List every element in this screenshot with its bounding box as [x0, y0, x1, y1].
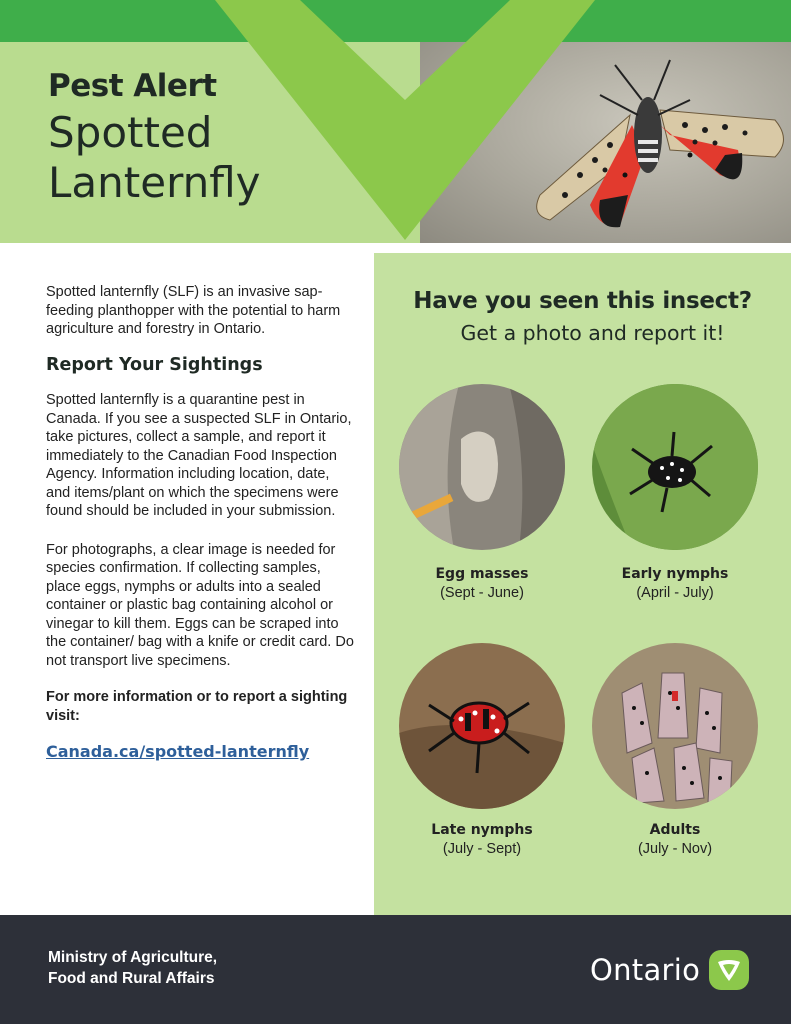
- intro-paragraph: Spotted lanternfly (SLF) is an invasive sap-feeding planthopper with the potential to harm agriculture and forestry in Ontario.: [46, 284, 341, 337]
- pest-alert-kicker: Pest Alert: [48, 68, 217, 104]
- ministry-name: [48, 947, 217, 989]
- ministry-line-2: Food and Rural Affairs: [48, 970, 215, 987]
- panel-title: Have you seen this insect?: [413, 288, 752, 314]
- footer: [0, 915, 791, 1024]
- stage-name: Early nymphs: [621, 566, 729, 582]
- ministry-line-1: Ministry of Agriculture,: [48, 949, 218, 966]
- panel-subtitle: Get a photo and report it!: [460, 321, 725, 345]
- report-link[interactable]: Canada.ca/spotted-lanternfly: [46, 742, 310, 761]
- early-nymphs-label: [575, 565, 775, 603]
- report-paragraph-2: For photographs, a clear image is needed for species confirmation. If collecting samples, place eggs, nymphs or adults into a sealed container or plastic bag containing alcohol or vinegar to kill them. Eggs can be scraped into the container/ bag with a knife or credit card. Do not transport live specimens.: [46, 541, 354, 669]
- report-heading: Report Your Sightings: [46, 354, 263, 375]
- ontario-trillium-logo-icon: [709, 950, 749, 990]
- left-column: [46, 283, 356, 763]
- egg-masses-photo: [399, 384, 565, 550]
- stage-name: Late nymphs: [431, 822, 533, 838]
- page-title-line-2: Lanternfly: [48, 158, 261, 207]
- adults-label: [575, 821, 775, 859]
- egg-masses-label: [382, 565, 582, 603]
- page-title-line-1: Spotted: [48, 108, 213, 157]
- stage-period: (July - Sept): [442, 841, 522, 857]
- report-paragraph-1: Spotted lanternfly is a quarantine pest in Canada. If you see a suspected SLF in Ontario, take pictures, collect a sample, and report it immediately to the Canadian Food Inspection Agency. Information including location, date, and items/plant on which the specimens were found should be included in your submission.: [46, 392, 352, 519]
- adults-photo: [592, 643, 758, 809]
- ontario-wordmark: Ontario: [590, 953, 701, 987]
- stage-period: (July - Nov): [637, 841, 713, 857]
- late-nymphs-label: [382, 821, 582, 859]
- stage-name: Adults: [649, 822, 701, 838]
- more-info-text: For more information or to report a sighting visit:: [46, 689, 348, 724]
- stage-period: (Sept - June): [440, 585, 524, 601]
- stage-period: (April - July): [636, 585, 714, 601]
- early-nymphs-photo: [592, 384, 758, 550]
- identification-panel: [374, 253, 791, 915]
- header-banner: [0, 0, 791, 243]
- title-block: [48, 68, 261, 208]
- stage-name: Egg masses: [435, 566, 529, 582]
- late-nymphs-photo: [399, 643, 565, 809]
